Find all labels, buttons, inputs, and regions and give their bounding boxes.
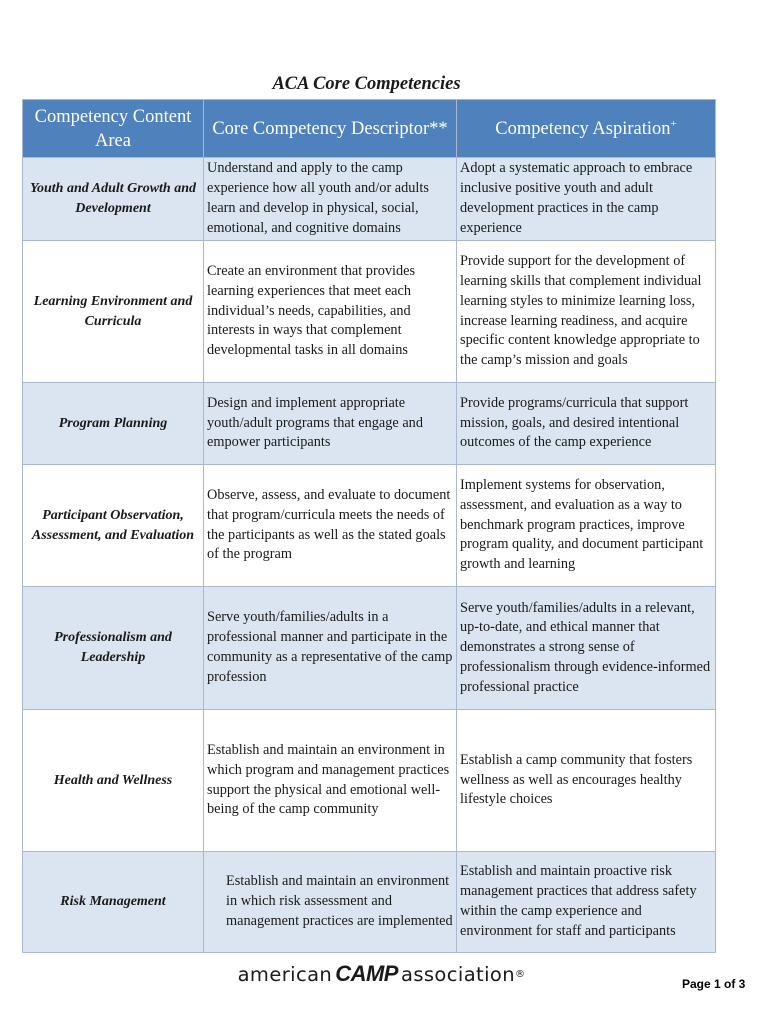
row-descriptor: Observe, assess, and evaluate to document that program/curricula meets the needs of the participants as well as the stated goals of the program [204, 465, 457, 587]
row-descriptor: Serve youth/families/adults in a professional manner and participate in the community as a representative of the camp profession [204, 587, 457, 710]
page-number: Page 1 of 3 [682, 977, 746, 991]
logo-word-camp: CAMP [335, 961, 398, 986]
row-aspiration: Adopt a systematic approach to embrace inclusive positive youth and adult development practices in the camp experience [457, 158, 716, 241]
table-row [23, 158, 716, 241]
row-content-area: Program Planning [23, 383, 204, 465]
row-content-area: Professionalism and Leadership [23, 587, 204, 710]
row-descriptor: Establish and maintain an environment in which risk assessment and management practices are implemented [204, 852, 457, 953]
aca-logo [213, 957, 550, 991]
row-aspiration: Serve youth/families/adults in a relevant, up-to-date, and ethical manner that demonstrates a strong sense of professionalism through evidence-informed professional practice [457, 587, 716, 710]
row-descriptor: Design and implement appropriate youth/adult programs that engage and empower participants [204, 383, 457, 465]
header-aspiration [457, 100, 716, 158]
header-aspiration-mark: + [670, 117, 677, 130]
row-content-area: Participant Observation, Assessment, and Evaluation [23, 465, 204, 587]
table-row [23, 587, 716, 710]
logo-word-association: association [400, 962, 516, 986]
table-header-row [23, 100, 716, 158]
row-descriptor: Create an environment that provides learning experiences that meet each individual’s needs, capabilities, and interests in ways that complement developmental tasks in all domains [204, 241, 457, 383]
row-content-area: Learning Environment and Curricula [23, 241, 204, 383]
registered-mark: ® [515, 968, 526, 980]
row-content-area: Health and Wellness [23, 710, 204, 852]
table-row [23, 710, 716, 852]
table-row [23, 241, 716, 383]
row-aspiration: Establish and maintain proactive risk management practices that address safety within the camp experience and environment for staff and participants [457, 852, 716, 953]
header-content-area: Competency Content Area [23, 100, 204, 158]
row-content-area: Youth and Adult Growth and Development [23, 158, 204, 241]
row-descriptor: Establish and maintain an environment in which program and management practices support the physical and emotional well-being of the camp community [204, 710, 457, 852]
header-aspiration-label: Competency Aspiration [495, 118, 671, 139]
table-row [23, 383, 716, 465]
header-descriptor: Core Competency Descriptor** [204, 100, 457, 158]
competencies-table [22, 99, 716, 953]
row-aspiration: Provide programs/curricula that support mission, goals, and desired intentional outcomes of the camp experience [457, 383, 716, 465]
logo-word-american: american [237, 962, 333, 986]
table-row [23, 465, 716, 587]
row-descriptor: Understand and apply to the camp experience how all youth and/or adults learn and develop in physical, social, emotional, and cognitive domains [204, 158, 457, 241]
row-content-area: Risk Management [23, 852, 204, 953]
row-aspiration: Establish a camp community that fosters wellness as well as encourages healthy lifestyle choices [457, 710, 716, 852]
row-aspiration: Provide support for the development of learning skills that complement individual learning styles to minimize learning loss, increase learning readiness, and acquire specific content knowledge appropriate to the camp’s mission and goals [457, 241, 716, 383]
document-title: ACA Core Competencies [272, 74, 461, 94]
table-row [23, 852, 716, 953]
row-aspiration: Implement systems for observation, assessment, and evaluation as a way to benchmark program practices, improve program quality, and document participant growth and learning [457, 465, 716, 587]
